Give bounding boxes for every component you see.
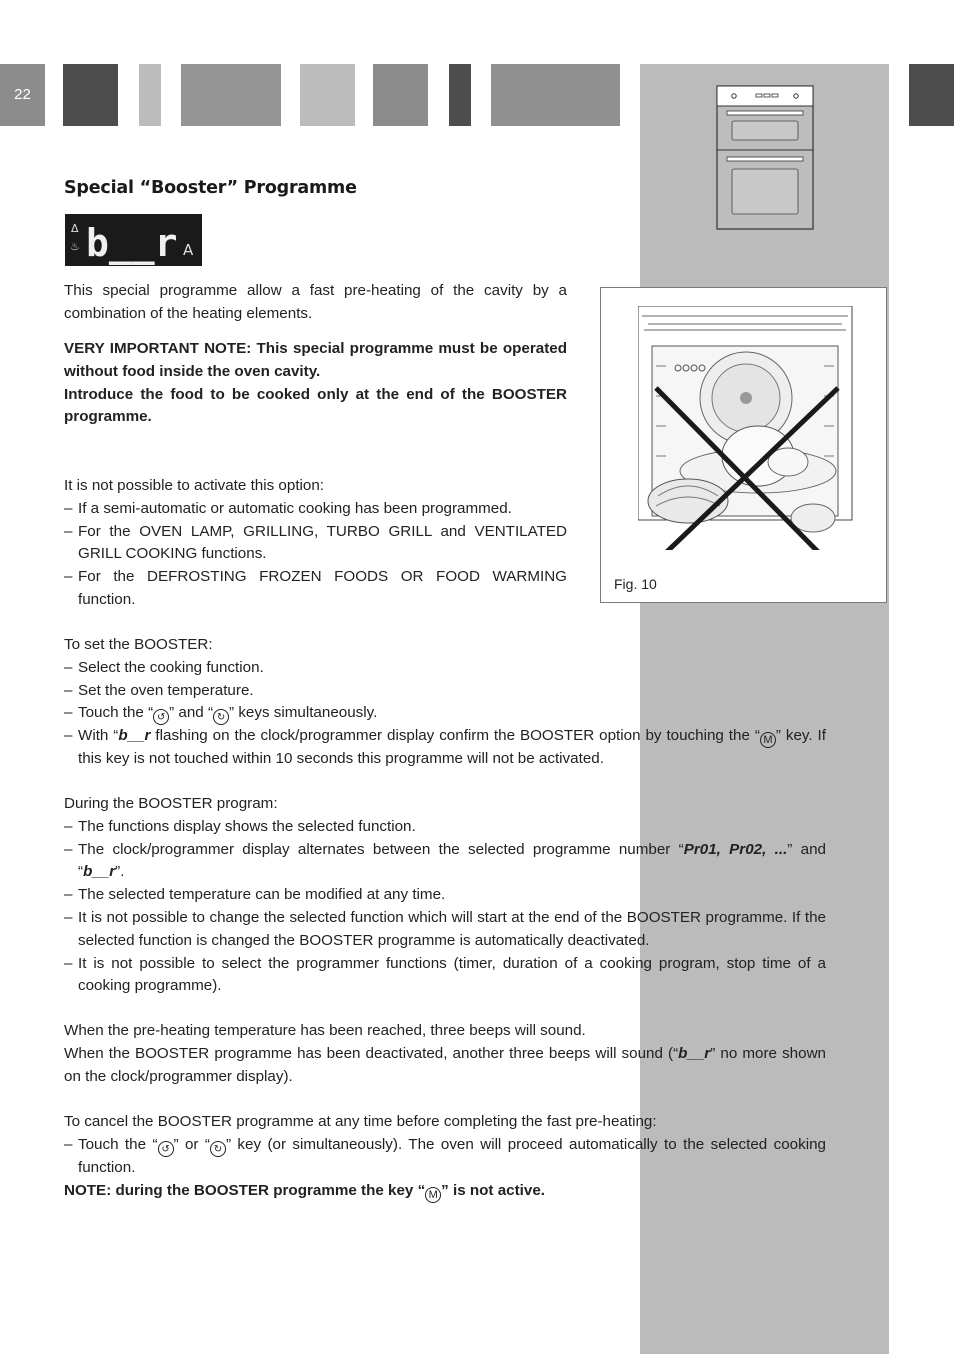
header-block (909, 64, 954, 126)
rotate-left-key-icon: ↺ (153, 709, 169, 725)
header-block (491, 64, 620, 126)
set-booster-section: To set the BOOSTER: – Select the cooking function. – Set the oven temperature. – Touch the “ ↺ ” and “ ↻ ” keys simultaneously. – With “b__r flashing on the clock/programmer display confirm the BOOSTER option by touching the “ M ” key. If this key is not touched within 10 seconds this programme will not be activated. (64, 634, 826, 771)
oven-cavity-illustration (638, 306, 854, 550)
booster-display (65, 214, 202, 266)
list-item: – For the DEFROSTING FROZEN FOODS OR FOOD WARMING function. (64, 568, 567, 608)
header-block (449, 64, 471, 126)
header-block (139, 64, 161, 126)
page-number: 22 (0, 64, 45, 126)
list-item: – Set the oven temperature. (64, 681, 254, 699)
header-block (63, 64, 118, 126)
list-item: – It is not possible to change the selected function which will start at the end of the BOOSTER programme. If the selected function is changed the BOOSTER programme is automatically deactivated. (64, 908, 826, 949)
m-key-icon: M (760, 732, 776, 748)
list-item: – Select the cooking function. (64, 658, 264, 676)
figure-10 (600, 287, 887, 603)
cancel-section: To cancel the BOOSTER programme at any time before completing the fast pre-heating: – Touch the “ ↺ ” or “ ↻ ” key (or simultaneously). The oven will proceed automatically to the selected cooking function. NOTE: during the BOOSTER programme the key “ M ” is not active. (64, 1113, 826, 1201)
double-oven-icon (716, 85, 814, 230)
svg-text:♨: ♨ (70, 240, 80, 253)
list-item: – The functions display shows the selected function. (64, 817, 416, 835)
not-possible-section (64, 475, 567, 612)
svg-text:Δ: Δ (71, 222, 79, 235)
list-item: – Touch the “ ↺ ” and “ ↻ ” keys simultaneously. (64, 704, 378, 724)
m-key-icon: M (425, 1187, 441, 1203)
list-item: – Touch the “ ↺ ” or “ ↻ ” key (or simultaneously). The oven will proceed automatically to the selected cooking function. (64, 1135, 826, 1176)
important-note: VERY IMPORTANT NOTE: This special programme must be operated without food inside the oven cavity. Introduce the food to be cooked only at the end of the BOOSTER programme. (64, 340, 567, 426)
list-item: – For the OVEN LAMP, GRILLING, TURBO GRILL and VENTILATED GRILL COOKING functions. (64, 522, 567, 563)
rotate-right-key-icon: ↻ (210, 1141, 226, 1157)
during-booster-section: During the BOOSTER program: – The functions display shows the selected function. – The clock/programmer display alternates between the selected programme number “Pr01, Pr02, ...” and “b__r”. – The selected temperature can be modified at any time. – It is not possible to change the selected function which will start at the end of the BOOSTER programme. If the selected function is changed the BOOSTER programme is automatically deactivated. – It is not possible to select the programmer functions (timer, duration of a cooking program, stop time of a cooking programme). (64, 793, 826, 998)
list-item: – It is not possible to select the programmer functions (timer, duration of a cooking program, stop time of a cooking programme). (64, 954, 826, 995)
rotate-right-key-icon: ↻ (213, 709, 229, 725)
list-item: – With “b__r flashing on the clock/programmer display confirm the BOOSTER option by touching the “ M ” key. If this key is not touched within 10 seconds this programme will not be activated. (64, 727, 826, 768)
list-item: – The selected temperature can be modified at any time. (64, 886, 446, 904)
header-block (373, 64, 428, 126)
rotate-left-key-icon: ↺ (158, 1141, 174, 1157)
intro-paragraph: This special programme allow a fast pre-heating of the cavity by a combination of the heating elements. (64, 282, 567, 322)
figure-label: Fig. 10 (614, 576, 657, 592)
beeps-section: When the pre-heating temperature has been reached, three beeps will sound. When the BOOSTER programme has been deactivated, another three beeps will sound (“b__r” no more shown on the clock/programmer display). (64, 1022, 826, 1085)
section-title: Special “Booster” Programme (64, 178, 357, 198)
header-block (300, 64, 355, 126)
header-block (181, 64, 281, 126)
display-unit: A (183, 241, 194, 259)
not-possible-lead: It is not possible to activate this option: (64, 477, 325, 494)
display-digits: b__r (86, 221, 178, 265)
list-item: – The clock/programmer display alternates between the selected programme number “Pr01, Pr02, ...” and “b__r”. (64, 840, 826, 881)
list-item: – If a semi-automatic or automatic cooking has been programmed. (64, 499, 512, 517)
